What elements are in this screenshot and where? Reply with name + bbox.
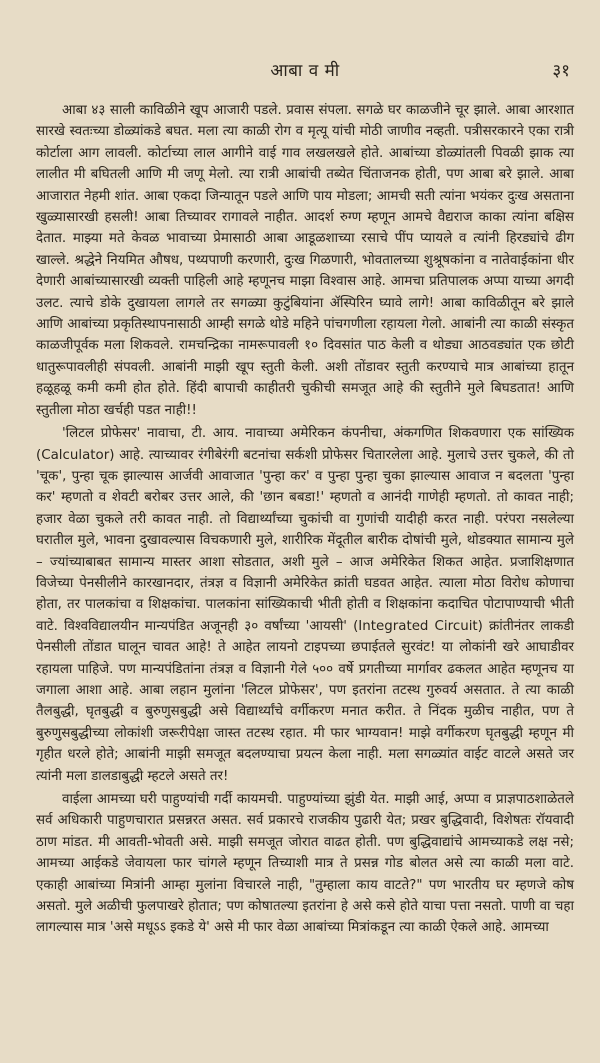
chapter-title: आबा व मी	[270, 61, 340, 81]
body-text	[36, 100, 574, 939]
paragraph-2: 'लिटल प्रोफेसर' नावाचा, टी. आय. नावाच्या अमेरिकन कंपनीचा, अंकगणित शिकवणारा एक सांख्यिक (Calculator) आहे. त्याच्यावर रंगीबेरंगी बटनांचा सर्कशी प्रोफेसर चितारलेला आहे. मुलाचे उत्तर चुकले, की तो 'चूक', पुन्हा चूक झाल्यास आर्जवी आवाजात 'पुन्हा कर' व पुन्हा पुन्हा चुका झाल्यास आवाज न बदलता 'पुन्हा कर' म्हणतो व शेवटी बरोबर उत्तर आले, की 'छान बबडा!' म्हणतो व आनंदी गाणेही म्हणतो. तो कावत नाही; हजार वेळा चुकले तरी कावत नाही. तो विद्यार्थ्यांच्या चुकांची वा गुणांची यादीही करत नाही. परंपरा नसलेल्या घरातील मुले, भावना दुखावल्यास विचकणारी मुले, शारीरिक मेंदूतील बारीक दोषांची मुले, थोडक्यात सामान्य मुले – ज्यांच्याबाबत सामान्य मास्तर आशा सोडतात, अशी मुले – आज अमेरिकेत शिकत आहेत. प्रजाशिक्षणात विजेच्या पेनसीलीने कारखानदार, तंत्रज्ञ व विज्ञानी अमेरिकेत क्रांती घडवत आहेत. त्याला मोठा विरोध कोणाचा होता, तर पालकांचा व शिक्षकांचा. पालकांना सांख्यिकाची भीती होती व शिक्षकांना कदाचित पोटापाण्याची भीती वाटे. विश्वविद्यालयीन मान्यपंडित अजूनही ३० वर्षांच्या 'आयसी' (Integrated Circuit) क्रांतीनंतर लाकडी पेनसीली तोंडात घालून चावत आहे! ते आहेत लायनो टाइपच्या छपाईतले सुरवंट! या लोकांनी खरे आघाडीवर रहायला पाहिजे. पण मान्यपंडितांना तंत्रज्ञ व विज्ञानी गेले ५०० वर्षे प्रगतीच्या मार्गावर ढकलत आहेत म्हणूनच या जगाला आशा आहे. आबा लहान मुलांना 'लिटल प्रोफेसर', पण इतरांना तटस्थ गुरुवर्य असतात. ते त्या काळी तैलबुद्धी, घृतबुद्धी व बुरुणुसबुद्धी असे विद्यार्थ्यांचे वर्गीकरण मनात करीत. ते निंदक मुळीच नाहीत, पण ते बुरुणुसबुद्धीच्या लोकांशी जरूरीपेक्षा जास्त तटस्थ रहात. मी फार भाग्यवान! माझे वर्गीकरण घृतबुद्धी म्हणून मी गृहीत धरले होते; आबांनी माझी समजूत बदलण्याचा प्रयत्न केला नाही. मला सगळ्यांत वाईट वाटले असते जर त्यांनी मला डालडाबुद्धी म्हटले असते तर!	[36, 426, 574, 784]
running-header	[36, 58, 574, 92]
page-number: ३१	[552, 61, 570, 81]
paragraph-1: आबा ४३ साली काविळीने खूप आजारी पडले. प्रवास संपला. सगळे घर काळजीने चूर झाले. आबा आरशात सारखे स्वतःच्या डोळ्यांकडे बघत. मला त्या काळी रोग व मृत्यू यांची मोठी जाणीव नव्हती. पत्रीसरकारने एका रात्री कोर्टाला आग लावली. कोर्टाच्या लाल आगीने वाई गाव लखलखले होते. आबांच्या डोळ्यांतली पिवळी झाक त्या लालीत मी बघितली आणि मी जणू मेलो. त्या रात्री आबांची तब्येत चिंताजनक होती, पण आबा बरे झाले. आबा आजारात नेहमी शांत. आबा एकदा जिन्यातून पडले आणि पाय मोडला; आमची सती त्यांना भयंकर दुःख असताना खुळ्यासारखी हसली! आबा तिच्यावर रागावले नाहीत. आदर्श रुग्ण म्हणून आमचे वैद्यराज काका त्यांना बक्षिस देतात. माझ्या मते केवळ भावाच्या प्रेमासाठी आबा आडूळशाच्या रसाचे पींप प्यायले व त्यांनी हिरड्यांचे ढीग खाल्ले. श्रद्धेने नियमित औषध, पथ्यपाणी करणारी, दुःख गिळणारी, भोवतालच्या शुश्रूषकांना व नातेवाईकांना धीर देणारी आबांच्यासारखी व्यक्ती पाहिली आहे म्हणूनच माझा विश्वास आहे. आमचा प्रतिपालक अप्पा याच्या अगदी उलट. त्याचे डोके दुखायला लागले तर सगळ्या कुटुंबियांना ॲस्पिरिन घ्यावे लागे! आबा काविळीतून बरे झाले आणि आबांच्या प्रकृतिस्थापनासाठी आम्ही सगळे थोडे महिने पांचगणीला रहायला गेलो. आबांनी त्या काळी संस्कृत काळजीपूर्वक मला शिकवले. रामचन्द्रिका नामरूपावली १० दिवसांत पाठ केली व थोड्या आठवड्यांत एक छोटी धातुरूपावलीही संपवली. आबांनी माझी खूप स्तुती केली. अशी तोंडावर स्तुती करण्याचे मात्र आबांच्या हातून हळूहळू कमी कमी होत होते. हिंदी बापाची काहीतरी चुकीची समजूत आहे की स्तुतीने मुले बिघडतात! आणि स्तुतीला मोठा खर्चही पडत नाही!!	[36, 103, 574, 418]
paragraph-3: वाईला आमच्या घरी पाहुण्यांची गर्दी कायमची. पाहुण्यांच्या झुंडी येत. माझी आई, अप्पा व प्राज्ञपाठशाळेतले सर्व अधिकारी पाहुणचारात प्रसन्नरत असत. सर्व प्रकारचे राजकीय पुढारी येत; प्रखर बुद्धिवादी, विशेषतः रॉयवादी ठाण मांडत. मी आवती-भोवती असे. माझी समजूत जोरात वाढत होती. पण बुद्धिवाद्यांचे आमच्याकडे लक्ष नसे; आमच्या आईकडे जेवायला फार चांगले म्हणून तिच्याशी मात्र ते प्रसन्न गोड बोलत असे त्या काळी मला वाटे. एकाही आबांच्या मित्रांनी आम्हा मुलांना विचारले नाही, "तुम्हाला काय वाटते?" पण भारतीय घर म्हणजे कोष असतो. मुले अळीची फुलपाखरे होतात; पण कोषातल्या इतरांना हे असे कसे होते याचा पत्ता नसतो. पाणी वा चहा लागल्यास मात्र 'असे मधूऽऽ इकडे ये' असे मी फार वेळा आबांच्या मित्रांकडून त्या काळी ऐकले आहे. आमच्या	[36, 792, 574, 936]
